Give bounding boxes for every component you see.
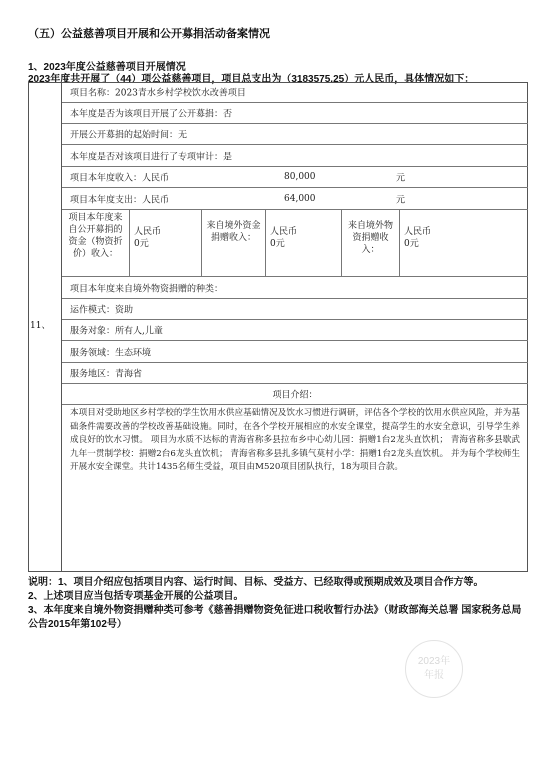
grid-foreign-goods-value: 人民币 0元 bbox=[404, 227, 432, 249]
row-audit bbox=[62, 145, 528, 167]
intro-label: 项目介绍： bbox=[272, 390, 318, 401]
row-income-grid bbox=[62, 210, 528, 277]
row-foreign-goods bbox=[62, 277, 528, 299]
row-income bbox=[62, 167, 528, 188]
row-target bbox=[62, 320, 528, 341]
public-raise: 本年度是否为该项目开展了公开募捐：否 bbox=[70, 109, 233, 120]
row-field bbox=[62, 341, 528, 363]
watermark-stamp bbox=[405, 640, 463, 698]
project-body bbox=[62, 82, 528, 572]
notes bbox=[28, 576, 528, 632]
operation-mode: 运作模式：资助 bbox=[70, 305, 134, 316]
note-1: 说明：1、项目介绍应包括项目内容、运行时间、目标、受益方、已经取得或预期成效及项目合作方等。 bbox=[28, 577, 484, 588]
grid-foreign-fund-value: 人民币 0元 bbox=[266, 210, 342, 276]
row-raise-start bbox=[62, 124, 528, 145]
project-name: 项目名称：2023青水乡村学校饮水改善项目 bbox=[70, 88, 246, 99]
income-unit: 元 bbox=[396, 173, 406, 184]
service-target: 服务对象：所有人,儿童 bbox=[70, 326, 163, 337]
intro-text: 本项目对受助地区乡村学校的学生饮用水供应基础情况及饮水习惯进行调研，评估各个学校的饮用水供应风险，并为基础条件需要改善的学校改善基础设施。同时，在各个学校开展相应的水安全课堂，提高学生的水安全意识，引导学生养成良好的饮水习惯。 项目为水质不达标的青海省称多县拉布乡中心幼儿园：捐赠1台2龙头直饮机； 青海省称多县歇武九年一贯制学校：捐赠2台6龙头直饮机； 青海省称多县扎多镇气莫村小学：捐赠1台2龙头直饮机。 并为每个学校师生开展水安全课堂。共计1435名师生受益，项目由M520项目团队执行，18为项目合款。 bbox=[70, 408, 520, 472]
note-2: 2、上述项目应当包括专项基金开展的公益项目。 bbox=[28, 591, 244, 602]
section-title: （五）公益慈善项目开展和公开募捐活动备案情况 bbox=[28, 28, 270, 40]
note-3: 3、本年度来自境外物资捐赠种类可参考《慈善捐赠物资免征进口税收暂行办法》（财政部海关总署 国家税务总局公告2015年第102号） bbox=[28, 605, 522, 630]
service-region: 服务地区：青海省 bbox=[70, 369, 143, 380]
grid-public-value: 人民币 0元 bbox=[130, 210, 202, 276]
sub-title: 1、2023年度公益慈善项目开展情况 bbox=[28, 62, 186, 73]
stamp-line-2: 年报 bbox=[424, 670, 444, 681]
raise-start: 开展公开募捐的起始时间：无 bbox=[70, 130, 188, 141]
grid-foreign-goods-label: 来自境外物资捐赠收入： bbox=[342, 210, 400, 276]
row-public-raise bbox=[62, 103, 528, 124]
expense-value: 64,000 bbox=[284, 193, 316, 204]
expense-label: 项目本年度支出：人民币 bbox=[70, 195, 170, 205]
summary-line: 2023年度共开展了（44）项公益慈善项目，项目总支出为（3183575.25）元人民币，具体情况如下： bbox=[28, 74, 475, 85]
grid-foreign-fund-label: 来自境外资金捐赠收入： bbox=[202, 210, 266, 276]
stamp-line-1: 2023年 bbox=[417, 656, 451, 667]
service-field: 服务领域：生态环境 bbox=[70, 348, 152, 358]
grid-public-label: 项目本年度来自公开募捐的资金（物资折价）收入： bbox=[62, 210, 130, 276]
income-label: 项目本年度收入：人民币 bbox=[70, 173, 170, 184]
income-value: 80,000 bbox=[284, 172, 316, 182]
row-region bbox=[62, 363, 528, 384]
row-expense bbox=[62, 188, 528, 210]
foreign-goods: 项目本年度来自境外物资捐赠的种类： bbox=[70, 284, 224, 294]
row-project-name bbox=[62, 82, 528, 103]
expense-unit: 元 bbox=[396, 195, 406, 205]
project-index-cell bbox=[28, 82, 62, 572]
row-mode bbox=[62, 299, 528, 320]
audit: 本年度是否对该项目进行了专项审计：是 bbox=[70, 152, 233, 162]
project-index: 11、 bbox=[30, 321, 51, 331]
row-intro-label bbox=[62, 384, 528, 405]
